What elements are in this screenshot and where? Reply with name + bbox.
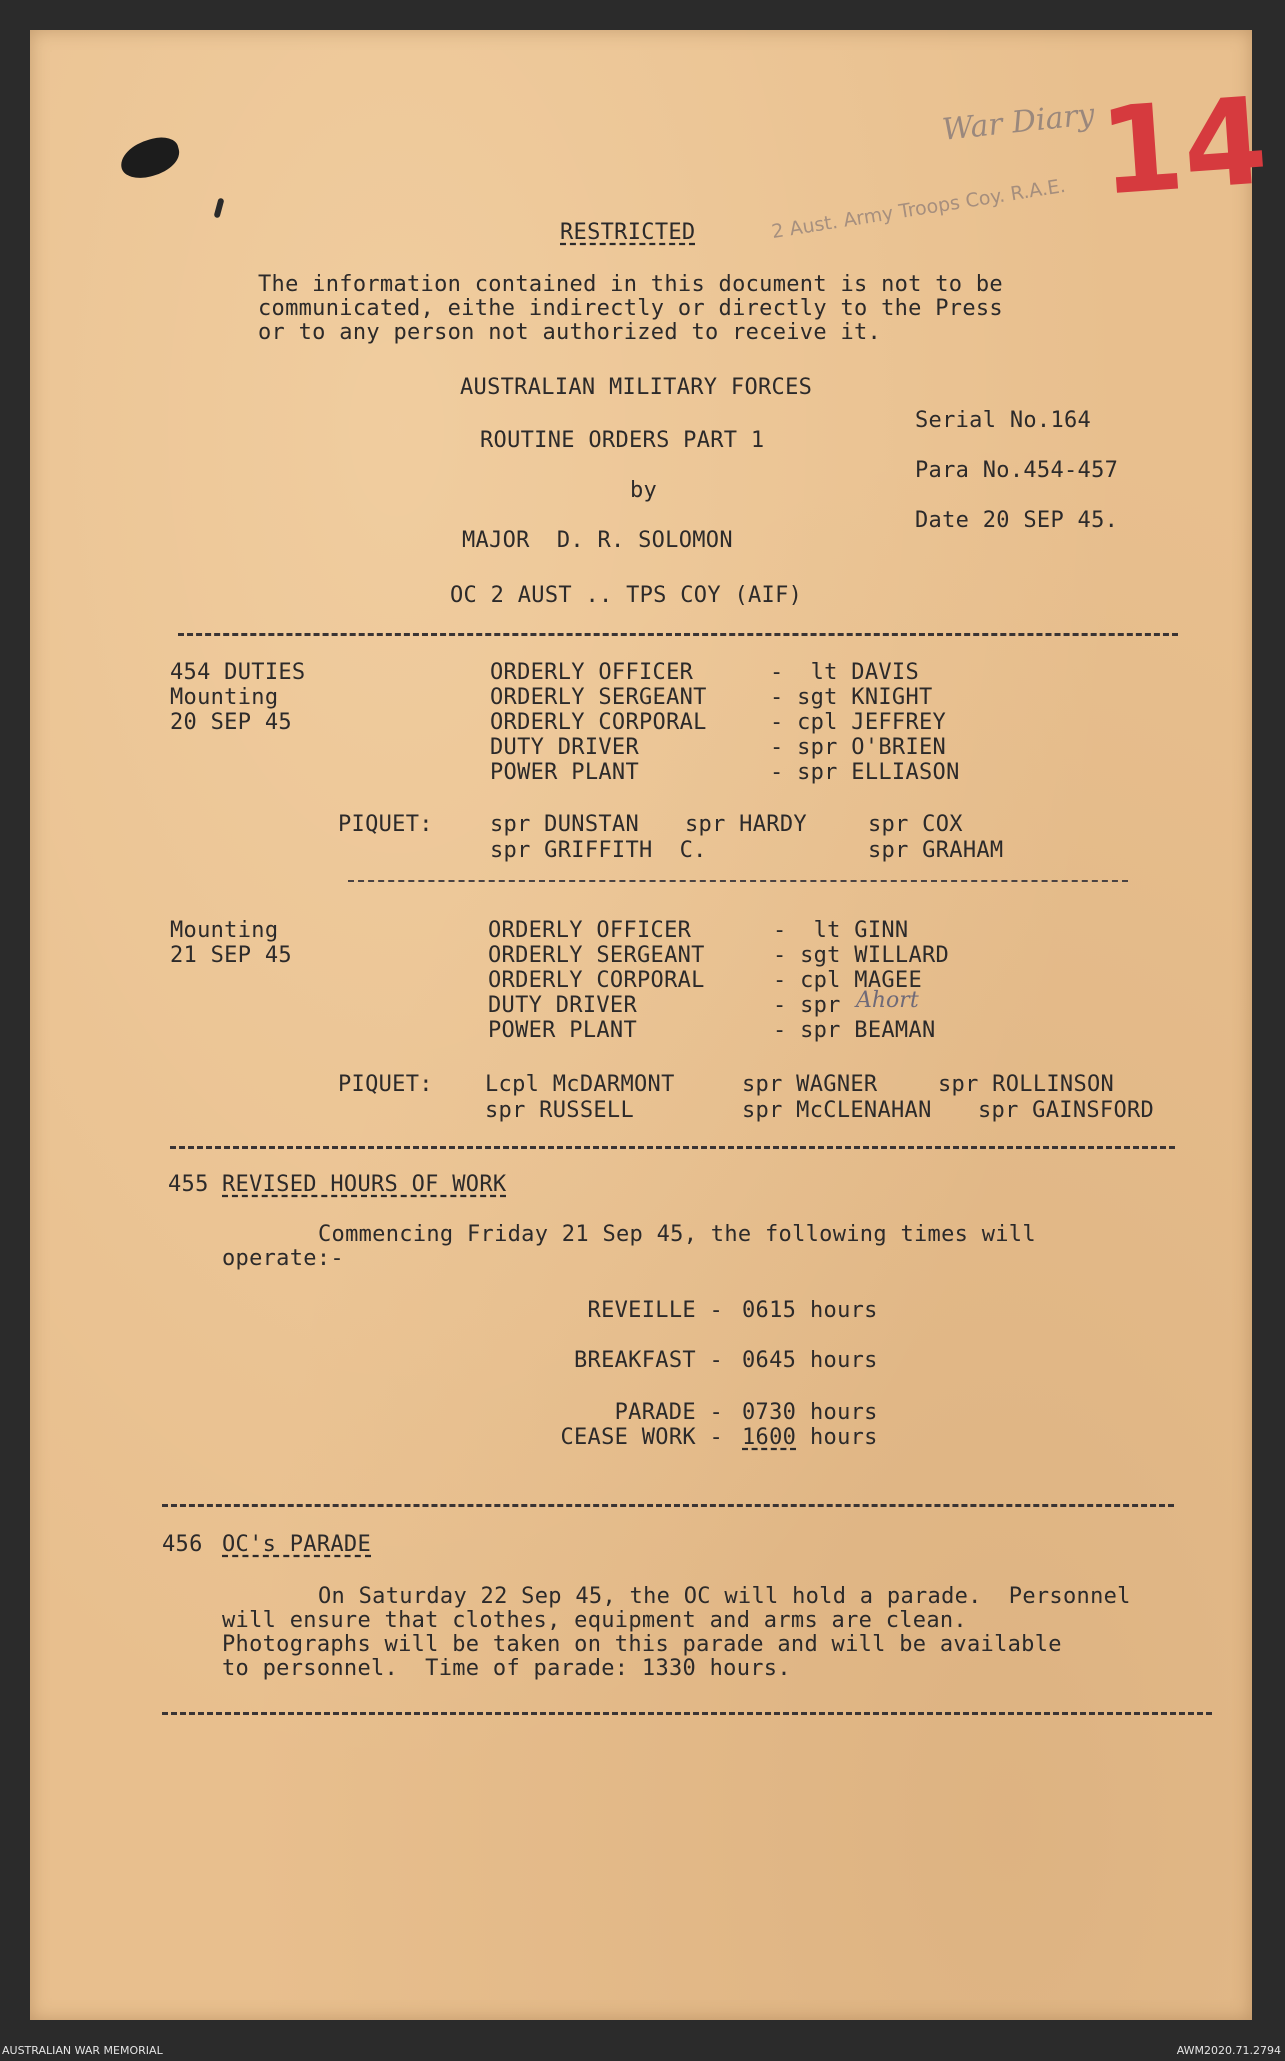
piquet-member: spr COX xyxy=(868,812,963,837)
para-456-body-4: to personnel. Time of parade: 1330 hours. xyxy=(222,1656,791,1681)
divider xyxy=(178,633,1178,636)
piquet-member: spr McCLENAHAN xyxy=(742,1098,932,1123)
time-label: BREAKFAST - xyxy=(574,1348,723,1373)
piquet-member: spr GAINSFORD xyxy=(978,1098,1155,1123)
para-456-title: OC's PARADE xyxy=(222,1532,371,1557)
archive-id: AWM2020.71.2794 xyxy=(1176,2044,1281,2057)
duties-label-2: 21 SEP 45 xyxy=(170,943,292,968)
time-value: 1600 xyxy=(742,1425,797,1450)
order-date: Date 20 SEP 45. xyxy=(915,508,1119,533)
duty-name: - cpl JEFFREY xyxy=(770,710,947,735)
serial-number: Serial No.164 xyxy=(915,408,1092,433)
divider xyxy=(162,1712,1212,1715)
para-455-intro-2: operate:- xyxy=(222,1246,344,1271)
time-label: CEASE WORK - xyxy=(560,1425,723,1450)
unit-stamp: 2 Aust. Army Troops Coy. R.A.E. xyxy=(770,174,1068,244)
duty-role: ORDERLY OFFICER xyxy=(490,660,694,685)
piquet-member: spr HARDY xyxy=(685,812,807,837)
para-number: Para No.454-457 xyxy=(915,458,1119,483)
duty-name: - cpl MAGEE xyxy=(773,968,922,993)
notice-line-1: The information contained in this document is not to be xyxy=(258,272,1003,297)
time-value: 0645 xyxy=(742,1348,797,1373)
by-line: by xyxy=(630,478,658,503)
para-456-body-2: will ensure that clothes, equipment and arms are clean. xyxy=(222,1608,967,1633)
document-page xyxy=(30,30,1272,2020)
para-455-intro-1: Commencing Friday 21 Sep 45, the following times will xyxy=(318,1222,1036,1247)
divider xyxy=(348,880,1128,882)
time-unit: hours xyxy=(810,1348,878,1373)
duties-label-1: Mounting xyxy=(170,918,279,943)
para-456-body-3: Photographs will be taken on this parade and will be available xyxy=(222,1632,1062,1657)
divider xyxy=(162,1504,1174,1507)
para-455-number: 455 xyxy=(168,1172,209,1197)
piquet-member: spr RUSSELL xyxy=(485,1098,634,1123)
duties-label-3: 20 SEP 45 xyxy=(170,710,292,735)
para-456-number: 456 xyxy=(162,1532,203,1557)
officer-name: MAJOR D. R. SOLOMON xyxy=(462,528,733,553)
piquet-label: PIQUET: xyxy=(338,1072,433,1097)
notice-line-2: communicated, eithe indirectly or directly to the Press xyxy=(258,296,1003,321)
pencil-annotation: War Diary xyxy=(940,97,1097,148)
duty-role: ORDERLY OFFICER xyxy=(488,918,692,943)
orders-title: ROUTINE ORDERS PART 1 xyxy=(480,428,765,453)
notice-line-3: or to any person not authorized to receive it. xyxy=(258,320,882,345)
duty-name: - lt DAVIS xyxy=(770,660,919,685)
duty-role: ORDERLY CORPORAL xyxy=(488,968,705,993)
para-455-title: REVISED HOURS OF WORK xyxy=(222,1172,507,1197)
piquet-member: spr GRIFFITH C. xyxy=(490,838,707,863)
time-unit: hours xyxy=(810,1298,878,1323)
time-label: REVEILLE - xyxy=(587,1298,723,1323)
piquet-member: spr ROLLINSON xyxy=(938,1072,1115,1097)
duty-role: POWER PLANT xyxy=(488,1018,637,1043)
ink-blot xyxy=(116,133,183,183)
piquet-member: spr WAGNER xyxy=(742,1072,878,1097)
duty-name: - spr xyxy=(773,993,841,1018)
duty-role: ORDERLY SERGEANT xyxy=(490,685,707,710)
classification-heading: RESTRICTED xyxy=(560,220,696,245)
archive-credit: AUSTRALIAN WAR MEMORIAL xyxy=(2,2044,163,2057)
ink-mark xyxy=(214,198,225,219)
duty-role: POWER PLANT xyxy=(490,760,639,785)
piquet-member: spr DUNSTAN xyxy=(490,812,639,837)
duty-name: - spr BEAMAN xyxy=(773,1018,936,1043)
time-label: PARADE - xyxy=(614,1400,723,1425)
duties-label-2: Mounting xyxy=(170,685,279,710)
red-page-number: 14 xyxy=(1095,72,1272,223)
duty-name: - sgt KNIGHT xyxy=(770,685,933,710)
piquet-label: PIQUET: xyxy=(338,812,433,837)
time-unit: hours xyxy=(810,1400,878,1425)
divider xyxy=(170,1146,1175,1149)
piquet-member: Lcpl McDARMONT xyxy=(485,1072,675,1097)
duty-role: ORDERLY SERGEANT xyxy=(488,943,705,968)
duty-role: DUTY DRIVER xyxy=(488,993,637,1018)
time-unit: hours xyxy=(810,1425,878,1450)
duty-role: ORDERLY CORPORAL xyxy=(490,710,707,735)
duty-name: - spr ELLIASON xyxy=(770,760,960,785)
duty-name: - sgt WILLARD xyxy=(773,943,950,968)
piquet-member: spr GRAHAM xyxy=(868,838,1004,863)
duty-name: - lt GINN xyxy=(773,918,909,943)
duty-role: DUTY DRIVER xyxy=(490,735,639,760)
para-456-body-1: On Saturday 22 Sep 45, the OC will hold a parade. Personnel xyxy=(318,1584,1131,1609)
handwritten-driver-name: Ahort xyxy=(856,988,919,1013)
force-title: AUSTRALIAN MILITARY FORCES xyxy=(460,375,813,400)
unit-name: OC 2 AUST .. TPS COY (AIF) xyxy=(450,583,803,608)
duties-label-1: 454 DUTIES xyxy=(170,660,306,685)
time-value: 0615 xyxy=(742,1298,797,1323)
duty-name: - spr O'BRIEN xyxy=(770,735,947,760)
time-value: 0730 xyxy=(742,1400,797,1425)
